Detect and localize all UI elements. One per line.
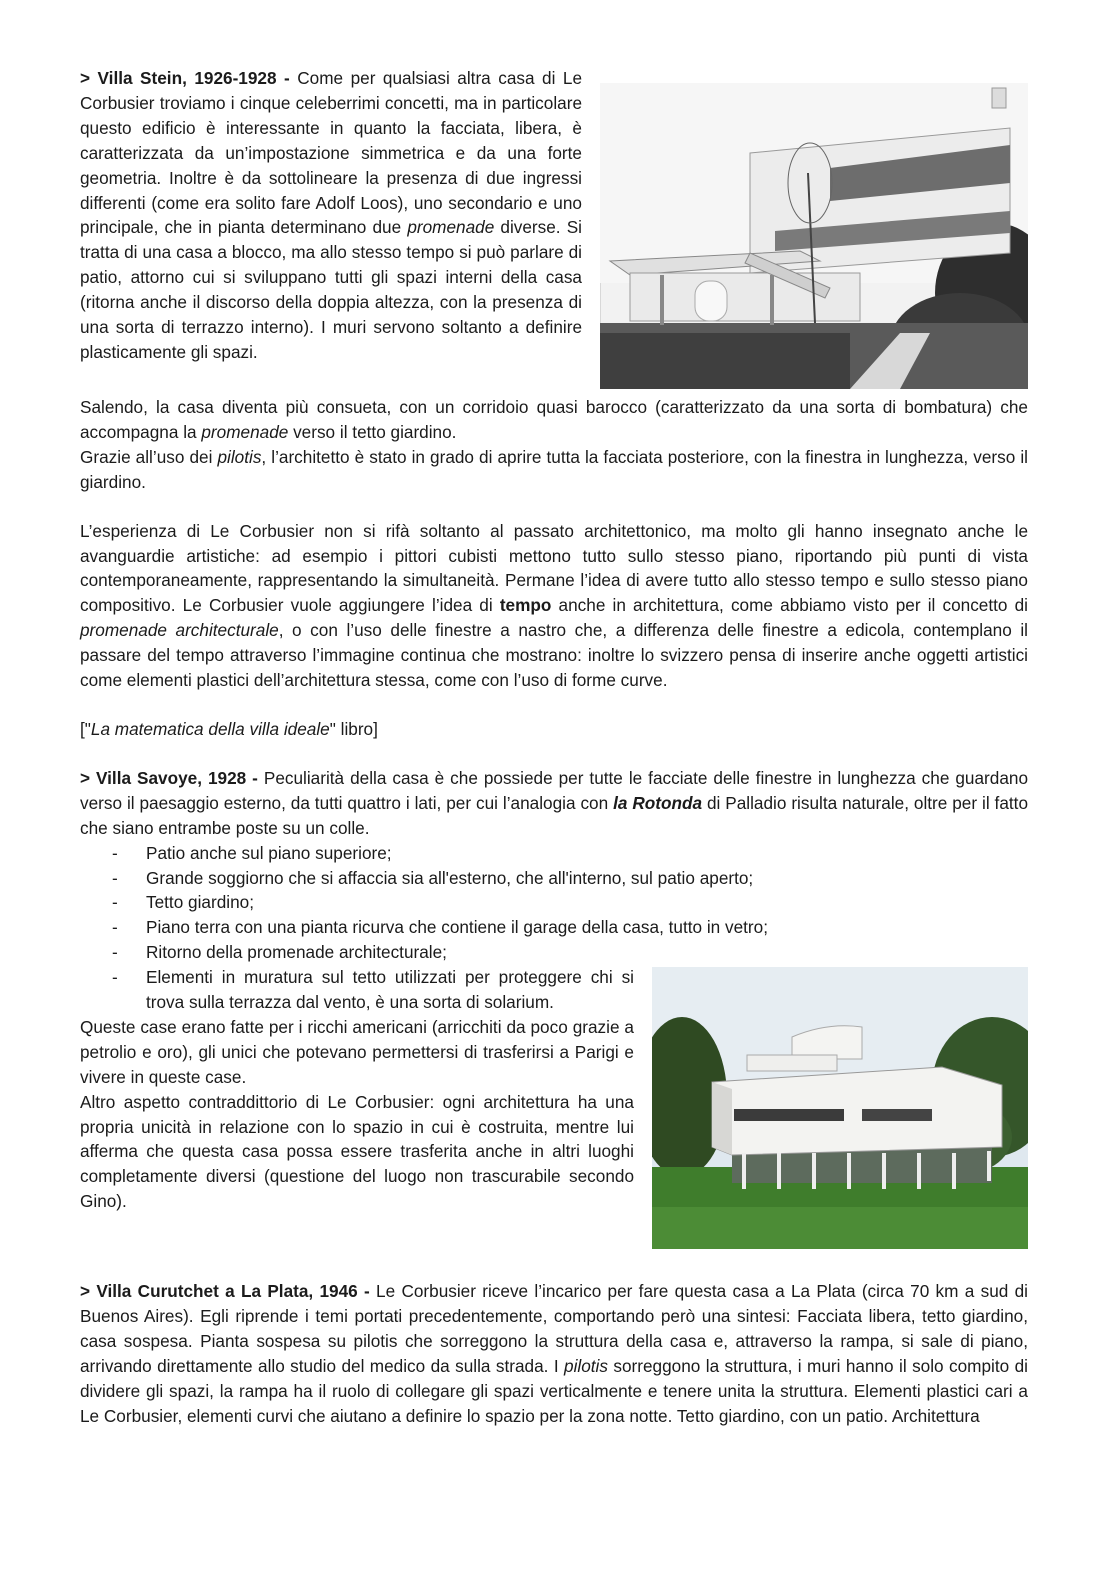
list-item [108, 965, 1028, 1015]
villa-savoye-intro: > Villa Savoye, 1928 - Peculiarità della casa è che possiede per tutte le facciate delle finestre in lunghezza che guardano verso il paesaggio esterno, da tutti quattro i lati, per cui l’analogia con la Rotonda di Palladio risulta naturale, oltre per il fatto che siano entrambe poste su un colle. [80, 767, 1028, 838]
villa-stein-paragraph: > Villa Stein, 1926-1928 - Come per qualsiasi altra casa di Le Corbusier troviamo i cinque celeberrimi concetti, ma in particolare questo edificio è interessante in quanto la facciata, libera, è caratterizzata da un’impostazione simmetrica e da una forte geometria. Inoltre è da sottolineare la presenza di due ingressi differenti (come era solito fare Adolf Loos), uno secondario e uno principale, che in pianta determinano due promenade diverse. Si tratta di una casa a blocco, ma allo stesso tempo si può parlare di patio, attorno cui si sviluppano tutti gli spazi interni della casa (ritorna anche il discorso della doppia altezza, con la presenza di una sorta di terrazzo interno). I muri servono soltanto a definire plasticamente gli spazi. [80, 68, 583, 362]
list-item: - Ritorno della promenade architecturale; [108, 940, 1028, 965]
list-item-text: Elementi in muratura sul tetto utilizzati per proteggere chi si trova sulla terrazza dal vento, è una sorta di solarium. [146, 967, 634, 1013]
villa-stein-paragraph-3: Grazie all’uso dei pilotis, l’architetto è stato in grado di aprire tutta la facciata posteriore, con la finestra in lunghezza, verso il giardino. [80, 446, 1028, 492]
villa-savoye-paragraph-1: Queste case erano fatte per i ricchi americani (arricchiti da poco grazie a petrolio e oro), gli unici che potevano permettersi di trasferirsi a Parigi e vivere in queste case. [80, 1016, 634, 1087]
list-item: - Grande soggiorno che si affaccia sia all'esterno, che all'interno, sul patio aperto; [108, 866, 1028, 891]
villa-stein-paragraph-2: Salendo, la casa diventa più consueta, con un corridoio quasi barocco (caratterizzato da una sorta di bombatura) che accompagna la promenade verso il tetto giardino. [80, 397, 1028, 442]
villa-curutchet-paragraph: > Villa Curutchet a La Plata, 1946 - Le Corbusier riceve l’incarico per fare questa casa a La Plata (circa 70 km a sud di Buenos Aires). Egli riprende i temi portati precedentemente, comportando però una sintesi: Facciata libera, tetto giardino, casa sospesa. Pianta sospesa su pilotis che sorreggono la struttura della casa e, attraverso la rampa, si sale di piano, arrivando direttamente allo studio del medico da sulla strada. I pilotis sorreggono la struttura, i muri hanno il solo compito di dividere gli spazi, la rampa ha il ruolo di collegare gli spazi verticalmente e tenere unita la struttura. Elementi plastici cari a Le Corbusier, elementi curvi che aiutano a definire lo spazio per la zona notte. Tetto giardino, con un patio. Architettura [80, 1281, 1028, 1426]
list-item: - Patio anche sul piano superiore; [108, 841, 1028, 866]
document-page [80, 66, 1028, 1429]
list-item: - Tetto giardino; [108, 890, 1028, 915]
list-item: - Piano terra con una pianta ricurva che contiene il garage della casa, tutto in vetro; [108, 915, 1028, 940]
villa-savoye-photo [652, 967, 1028, 1249]
villa-savoye-heading: > Villa Savoye, 1928 - [80, 767, 258, 788]
villa-curutchet-heading: > Villa Curutchet a La Plata, 1946 - [80, 1281, 370, 1302]
book-reference: ["La matematica della villa ideale" libro] [80, 718, 378, 739]
villa-stein-heading: > Villa Stein, 1926-1928 - [80, 68, 290, 88]
villa-savoye-list [80, 841, 1028, 1015]
villa-stein-photo [600, 83, 1028, 389]
villa-savoye-paragraph-2: Altro aspetto contraddittorio di Le Corbusier: ogni architettura ha una propria unicità in relazione con lo spazio in cui è costruita, mentre lui afferma che questa casa possa essere trasferita anche in altri luoghi completamente diversi (questione del luogo non trascurabile secondo Gino). [80, 1091, 634, 1212]
esperienza-paragraph: L’esperienza di Le Corbusier non si rifà soltanto al passato architettonico, ma molto gli hanno insegnato anche le avanguardie artistiche: ad esempio i pittori cubisti mettono tutto sullo stesso piano, riportando più punti di vista contemporaneamente, rappresentando la simultaneità. Permane l’idea di avere tutto allo stesso tempo e sullo stesso piano compositivo. Le Corbusier vuole aggiungere l’idea di tempo anche in architettura, come abbiamo visto per il concetto di promenade architecturale, o con l’uso delle finestre a nastro che, a differenza delle finestre a edicola, contemplano il passare del tempo attraverso l’immagine continua che mostrano: inoltre lo svizzero pensa di inserire anche oggetti artistici come elementi plastici dell’architettura stessa, come con l’uso di forme curve. [80, 520, 1029, 691]
